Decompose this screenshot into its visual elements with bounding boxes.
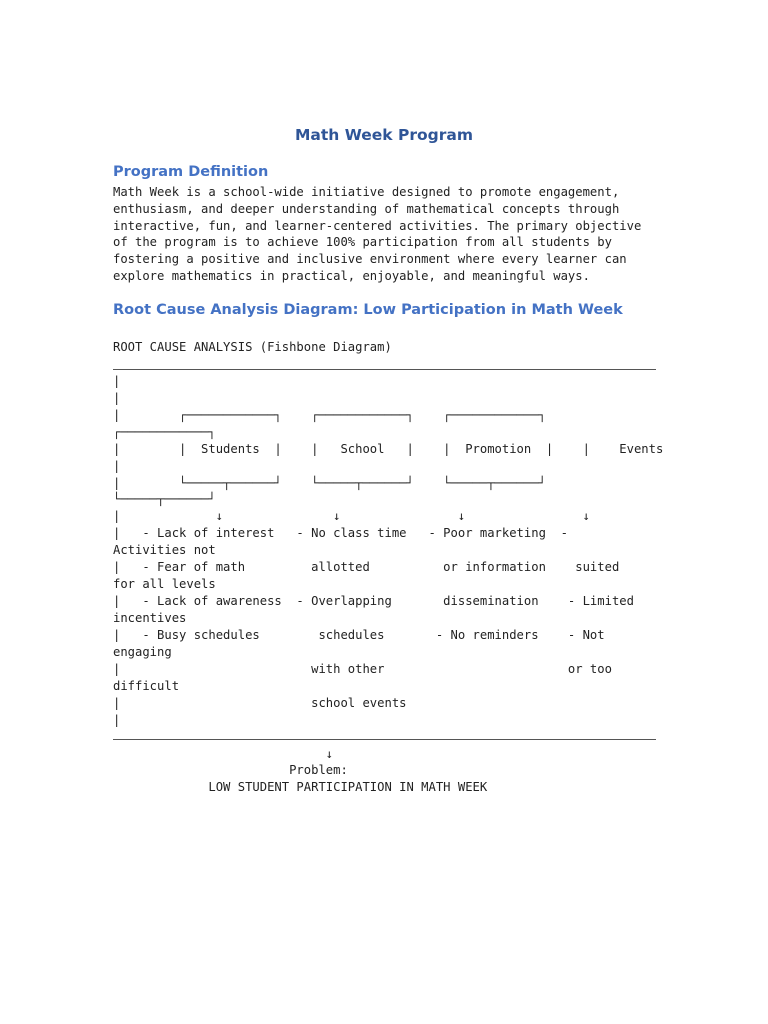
diagram-line: ┌────────────┐ xyxy=(113,424,216,439)
diagram-line: ROOT CAUSE ANALYSIS (Fishbone Diagram) xyxy=(113,340,392,354)
diagram-line: Activities not xyxy=(113,543,216,558)
fishbone-diagram-text xyxy=(113,339,673,796)
diagram-line: | with other or too xyxy=(113,661,612,676)
diagram-line: incentives xyxy=(113,611,187,625)
diagram-line: | ↓ ↓ ↓ ↓ xyxy=(113,509,590,524)
diagram-line: ↓ xyxy=(113,746,334,761)
diagram-line: | | Students | | School | | Promotion | | Events xyxy=(113,441,664,456)
diagram-line: | - Busy schedules schedules - No reminders - Not xyxy=(113,627,605,642)
diagram-line: | school events xyxy=(113,695,407,710)
diagram-line: | - Lack of awareness - Overlapping dissemination - Limited xyxy=(113,594,634,609)
paragraph-line: of the program is to achieve 100% participation from all students by xyxy=(113,235,612,250)
diagram-line: | xyxy=(113,458,121,473)
paragraph-line: explore mathematics in practical, enjoyable, and meaningful ways. xyxy=(113,268,590,283)
diagram-line: | - Fear of math allotted or information suited xyxy=(113,560,620,575)
diagram-line: engaging xyxy=(113,644,172,659)
section-heading-program-definition: Program Definition xyxy=(113,164,269,180)
diagram-line: | xyxy=(113,390,121,405)
diagram-line: LOW STUDENT PARTICIPATION IN MATH WEEK xyxy=(113,780,488,795)
diagram-line: Problem: xyxy=(113,763,348,778)
diagram-line: └─────┬──────┘ xyxy=(113,492,216,507)
diagram-line: | - Lack of interest - No class time - Poor marketing - xyxy=(113,526,568,541)
diagram-line: for all levels xyxy=(113,577,216,592)
diagram-line: difficult xyxy=(113,678,180,693)
diagram-line: | xyxy=(113,373,121,388)
diagram-line: | xyxy=(113,712,121,727)
section-heading-root-cause-analysis: Root Cause Analysis Diagram: Low Participation in Math Week xyxy=(113,302,623,318)
diagram-line xyxy=(113,729,673,746)
program-definition-paragraph xyxy=(113,184,673,285)
diagram-line xyxy=(113,356,673,373)
paragraph-line: Math Week is a school-wide initiative designed to promote engagement, xyxy=(113,185,620,199)
paragraph-line: interactive, fun, and learner-centered activities. The primary objective xyxy=(113,218,642,233)
page-title: Math Week Program xyxy=(294,126,473,144)
diagram-line: | └─────┬──────┘ └─────┬──────┘ └─────┬──────┘ xyxy=(113,475,546,490)
paragraph-line: fostering a positive and inclusive environment where every learner can xyxy=(113,252,627,267)
paragraph-line: enthusiasm, and deeper understanding of mathematical concepts through xyxy=(113,201,620,216)
diagram-line: | ┌────────────┐ ┌────────────┐ ┌────────────┐ xyxy=(113,407,546,422)
